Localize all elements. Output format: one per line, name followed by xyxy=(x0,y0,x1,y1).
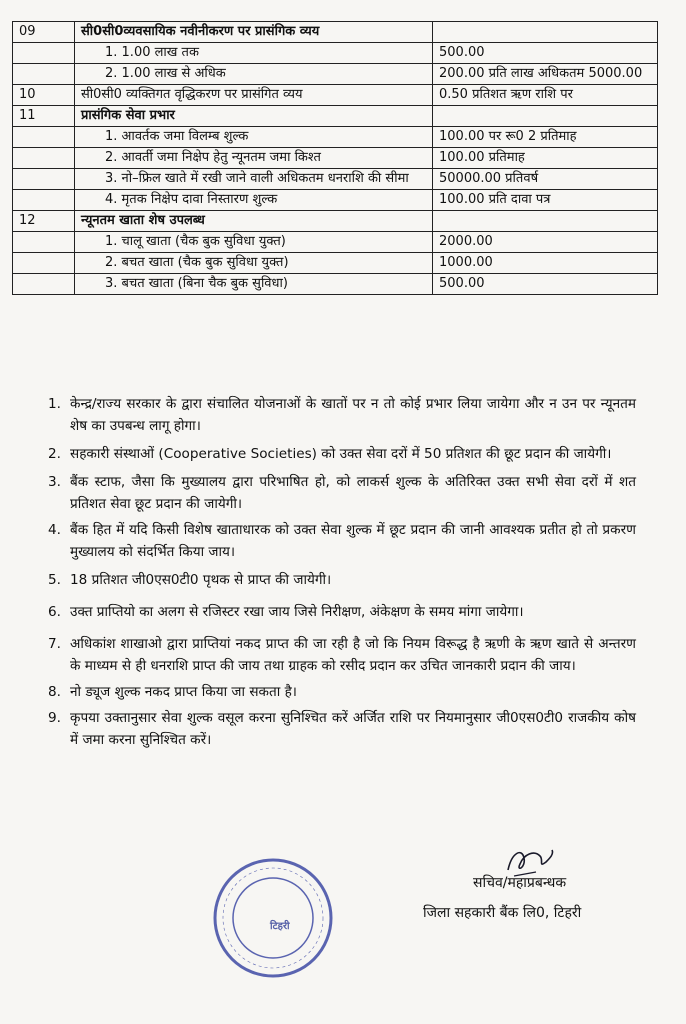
row-charge: 100.00 प्रति दावा पत्र xyxy=(433,190,658,211)
row-charge: 2000.00 xyxy=(433,232,658,253)
note-text: 18 प्रतिशत जी0एस0टी0 पृथक से प्राप्त की जायेगी। xyxy=(70,572,332,588)
note-number: 9. xyxy=(48,710,61,726)
row-description: 2. बचत खाता (चैक बुक सुविधा युक्त) xyxy=(75,253,433,274)
table-row xyxy=(13,85,658,106)
note-number: 2. xyxy=(48,446,61,462)
note-number: 6. xyxy=(48,604,61,620)
table-row xyxy=(13,211,658,232)
row-description: सी0सी0व्यवसायिक नवीनीकरण पर प्रासंगिक व्यय xyxy=(75,22,433,43)
note-item xyxy=(48,633,636,677)
row-charge: 50000.00 प्रतिवर्ष xyxy=(433,169,658,190)
table-row xyxy=(13,169,658,190)
row-charge: 0.50 प्रतिशत ऋण राशि पर xyxy=(433,85,658,106)
table-row xyxy=(13,22,658,43)
row-number: 12 xyxy=(13,211,75,232)
table-row xyxy=(13,148,658,169)
note-number: 3. xyxy=(48,474,61,490)
fee-schedule-body xyxy=(13,22,658,295)
row-charge: 100.00 प्रतिमाह xyxy=(433,148,658,169)
row-description: 3. नो–फ्रिल खाते में रखी जाने वाली अधिकतम धनराशि की सीमा xyxy=(75,169,433,190)
note-text: नो ड्यूज शुल्क नकद प्राप्त किया जा सकता है। xyxy=(70,684,297,700)
note-item xyxy=(48,681,636,703)
row-number xyxy=(13,64,75,85)
note-text: सहकारी संस्थाओं (Cooperative Societies) को उक्त सेवा दरों में 50 प्रतिशत की छूट प्रदान की जायेगी। xyxy=(70,446,612,462)
note-item xyxy=(48,707,636,751)
note-item xyxy=(48,393,636,437)
note-text: बैंक स्टाफ, जैसा कि मुख्यालय द्वारा परिभाषित हो, को लाकर्स शुल्क के अतिरिक्त उक्त सभी सेवा दरों में शत प्रतिशत सेवा छूट प्रदान की जायेगी। xyxy=(70,474,636,512)
row-charge xyxy=(433,211,658,232)
signatory-designation: सचिव/महाप्रबन्धक xyxy=(473,875,567,891)
row-charge xyxy=(433,106,658,127)
note-number: 7. xyxy=(48,636,61,652)
row-charge: 500.00 xyxy=(433,274,658,295)
fee-schedule-table xyxy=(12,21,658,295)
note-item xyxy=(48,569,636,591)
note-text: अधिकांश शाखाओ द्वारा प्राप्तियां नकद प्राप्त की जा रही है जो कि नियम विरूद्ध है ऋणी के ऋण खाते से अन्तरण के माध्यम से ही धनराशि प्राप्त की जाय तथा ग्राहक को रसीद प्रदान कर उचित जानकारी प्रदान की जाय। xyxy=(70,636,636,674)
row-charge: 100.00 पर रू0 2 प्रतिमाह xyxy=(433,127,658,148)
row-number: 11 xyxy=(13,106,75,127)
note-item xyxy=(48,519,636,563)
row-description: 1. 1.00 लाख तक xyxy=(75,43,433,64)
table-row xyxy=(13,64,658,85)
table-row xyxy=(13,190,658,211)
note-number: 8. xyxy=(48,684,61,700)
row-charge: 500.00 xyxy=(433,43,658,64)
row-number xyxy=(13,169,75,190)
note-item xyxy=(48,443,636,465)
note-number: 5. xyxy=(48,572,61,588)
row-charge xyxy=(433,22,658,43)
row-description: प्रासंगिक सेवा प्रभार xyxy=(75,106,433,127)
signature-block xyxy=(423,868,581,928)
row-charge: 1000.00 xyxy=(433,253,658,274)
row-number xyxy=(13,148,75,169)
table-row xyxy=(13,43,658,64)
note-item xyxy=(48,601,636,623)
row-description: 1. चालू खाता (चैक बुक सुविधा युक्त) xyxy=(75,232,433,253)
row-description: 3. बचत खाता (बिना चैक बुक सुविधा) xyxy=(75,274,433,295)
table-row xyxy=(13,127,658,148)
row-charge: 200.00 प्रति लाख अधिकतम 5000.00 xyxy=(433,64,658,85)
note-number: 1. xyxy=(48,396,61,412)
row-description: 4. मृतक निक्षेप दावा निस्तारण शुल्क xyxy=(75,190,433,211)
row-number xyxy=(13,43,75,64)
note-item xyxy=(48,471,636,515)
table-row xyxy=(13,253,658,274)
stamp-label: टिहरी xyxy=(270,921,290,932)
row-number xyxy=(13,274,75,295)
row-description: 1. आवर्तक जमा विलम्ब शुल्क xyxy=(75,127,433,148)
note-text: उक्त प्राप्तियो का अलग से रजिस्टर रखा जाय जिसे निरीक्षण, अंकेक्षण के समय मांगा जायेगा। xyxy=(70,604,524,620)
notes-list xyxy=(48,393,636,751)
row-description: 2. 1.00 लाख से अधिक xyxy=(75,64,433,85)
row-description: 2. आवर्ती जमा निक्षेप हेतु न्यूनतम जमा किश्त xyxy=(75,148,433,169)
table-row xyxy=(13,106,658,127)
row-description: न्यूनतम खाता शेष उपलब्ध xyxy=(75,211,433,232)
table-row xyxy=(13,274,658,295)
row-number xyxy=(13,190,75,211)
table-row xyxy=(13,232,658,253)
note-number: 4. xyxy=(48,522,61,538)
note-text: केन्द्र/राज्य सरकार के द्वारा संचालित योजनाओं के खातों पर न तो कोई प्रभार लिया जायेगा और न उन पर न्यूनतम शेष का उपबन्ध लागू होगा। xyxy=(70,396,636,434)
row-description: सी0सी0 व्यक्तिगत वृद्धिकरण पर प्रासंगित व्यय xyxy=(75,85,433,106)
row-number: 10 xyxy=(13,85,75,106)
row-number: 09 xyxy=(13,22,75,43)
row-number xyxy=(13,232,75,253)
row-number xyxy=(13,127,75,148)
bank-name: जिला सहकारी बैंक लि0, टिहरी xyxy=(423,905,582,921)
note-text: बैंक हित में यदि किसी विशेष खाताधारक को उक्त सेवा शुल्क में छूट प्रदान की जानी आवश्यक प्रतीत हो तो प्रकरण मुख्यालय को संदर्भित किया जाय। xyxy=(70,522,636,560)
row-number xyxy=(13,253,75,274)
note-text: कृपया उक्तानुसार सेवा शुल्क वसूल करना सुनिश्चित करें अर्जित राशि पर नियमानुसार जी0एस0टी0 राजकीय कोष में जमा करना सुनिश्चित करें। xyxy=(70,710,636,748)
